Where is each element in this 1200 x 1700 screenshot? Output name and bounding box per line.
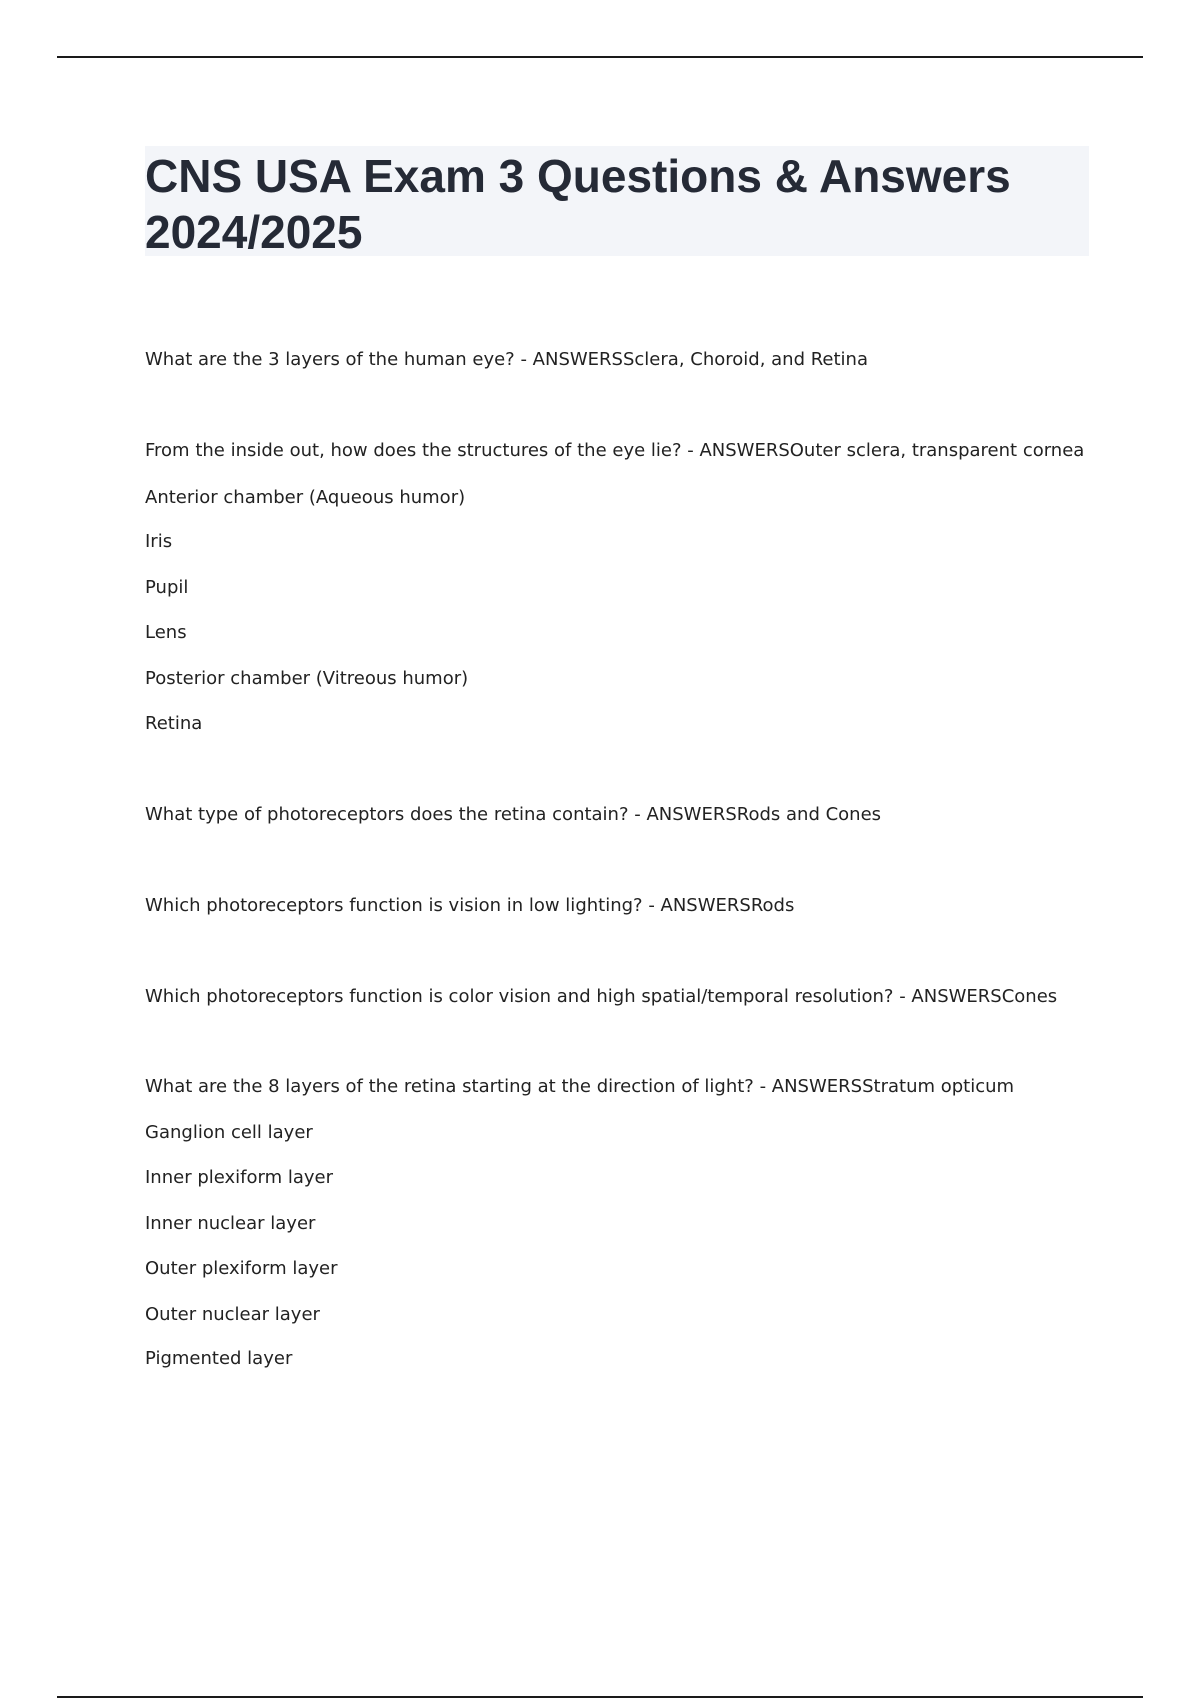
title-line-1: CNS USA Exam 3 Questions & Answers xyxy=(145,150,1011,202)
qa-answer-line: Posterior chamber (Vitreous humor) xyxy=(145,668,469,689)
title-line-2: 2024/2025 xyxy=(145,206,363,258)
qa-answer-line: Pupil xyxy=(145,577,189,598)
qa-answer-line: Anterior chamber (Aqueous humor) xyxy=(145,487,466,508)
qa-question-2: From the inside out, how does the structures of the eye lie? - ANSWERSOuter sclera, transparent cornea xyxy=(145,440,1085,461)
qa-answer-line: Retina xyxy=(145,713,203,734)
qa-question-4: Which photoreceptors function is vision in low lighting? - ANSWERSRods xyxy=(145,895,795,916)
qa-question-5: Which photoreceptors function is color vision and high spatial/temporal resolution? - ANSWERSCones xyxy=(145,986,1058,1007)
qa-answer-line: Outer plexiform layer xyxy=(145,1258,338,1279)
qa-answer-line: Lens xyxy=(145,622,187,643)
qa-answer-line: Ganglion cell layer xyxy=(145,1122,313,1143)
qa-answer-line: Inner plexiform layer xyxy=(145,1167,334,1188)
page-title xyxy=(145,148,1089,260)
qa-question-6: What are the 8 layers of the retina starting at the direction of light? - ANSWERSStratum opticum xyxy=(145,1076,1015,1097)
qa-question-1: What are the 3 layers of the human eye? - ANSWERSSclera, Choroid, and Retina xyxy=(145,349,868,370)
qa-answer-line: Inner nuclear layer xyxy=(145,1213,316,1234)
qa-question-3: What type of photoreceptors does the retina contain? - ANSWERSRods and Cones xyxy=(145,804,882,825)
qa-answer-line: Iris xyxy=(145,531,173,552)
footer-rule xyxy=(57,1696,1143,1698)
qa-answer-line: Outer nuclear layer xyxy=(145,1304,320,1325)
qa-answer-line: Pigmented layer xyxy=(145,1348,293,1369)
header-rule xyxy=(57,56,1143,58)
